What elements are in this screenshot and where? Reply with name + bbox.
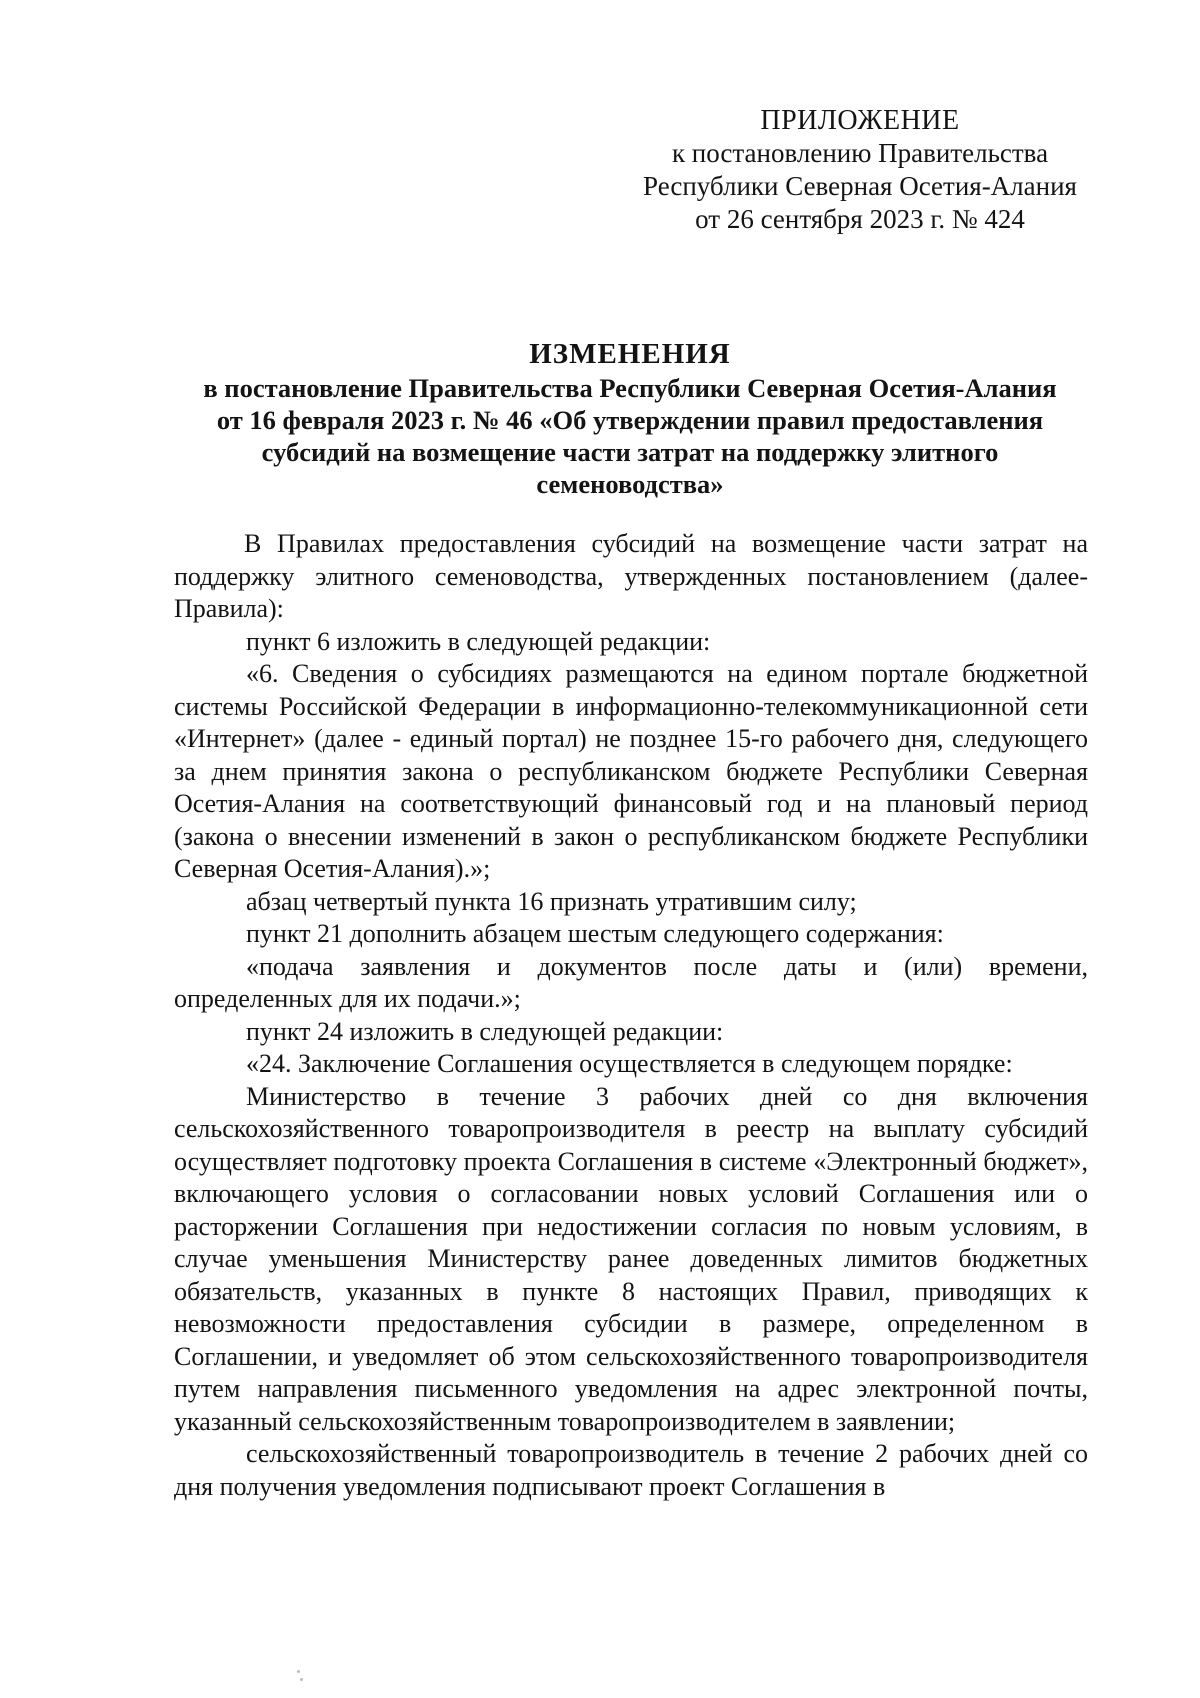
body-paragraph: «подача заявления и документов после даты и (или) времени, определенных для их подачи.»; — [174, 951, 1088, 1013]
appendix-line: к постановлению Правительства — [671, 138, 1049, 168]
body-paragraph: «24. Заключение Соглашения осуществляется в следующем порядке: — [246, 1049, 1013, 1078]
body-paragraph: Министерство в течение 3 рабочих дней со дня включения сельскохозяйственного товаропроизводителя в реестр на выплату субсидий осуществляет подготовку проекта Соглашения в системе «Электронный бюджет», включающего условия о согласовании новых условий Соглашения или о расторжении Соглашения при недостижении согласия по новым условиям, в случае уменьшения Министерству ранее доведенных лимитов бюджетных обязательств, указанных в пункте 8 настоящих Правил, приводящих к невозможности предоставления субсидии в размере, определенном в Соглашении, и уведомляет об этом сельскохозяйственного товаропроизводителя путем направления письменного уведомления на адрес электронной почты, указанный сельскохозяйственным товаропроизводителем в заявлении; — [174, 1081, 1088, 1436]
appendix-block — [620, 104, 1100, 236]
body-paragraph: «6. Сведения о субсидиях размещаются на едином портале бюджетной системы Российской Федерации в информационно-телекоммуникационной сети «Интернет» (далее - единый портал) не позднее 15-го рабочего дня, следующего за днем принятия закона о республиканском бюджете Республики Северная Осетия-Алания на соответствующий финансовый год и на плановый период (закона о внесении изменений в закон о республиканском бюджете Республики Северная Осетия-Алания).»; — [174, 659, 1088, 883]
body-paragraph: пункт 21 дополнить абзацем шестым следующего содержания: — [246, 919, 944, 948]
body-paragraph: пункт 6 изложить в следующей редакции: — [246, 626, 711, 656]
appendix-line: от 26 сентября 2023 г. № 424 — [695, 204, 1025, 234]
document-heading — [150, 336, 1110, 500]
scan-speck — [300, 1678, 303, 1681]
appendix-line: Республики Северная Осетия-Алания — [643, 171, 1077, 201]
document-subtitle-line: субсидий на возмещение части затрат на поддержку элитного — [261, 437, 999, 467]
scan-speck — [297, 1670, 300, 1673]
document-subtitle-line: от 16 февраля 2023 г. № 46 «Об утверждении правил предоставления — [216, 405, 1044, 435]
body-paragraph: В Правилах предоставления субсидий на возмещение части затрат на поддержку элитного семеноводства, утвержденных постановлением (далее-Правила): — [174, 529, 1088, 623]
document-body — [174, 528, 1088, 1503]
body-paragraph: пункт 24 изложить в следующей редакции: — [246, 1016, 724, 1046]
appendix-title: ПРИЛОЖЕНИЕ — [760, 105, 960, 136]
body-paragraph: сельскохозяйственный товаропроизводитель в течение 2 рабочих дней со дня получения уведомления подписывают проект Соглашения в — [174, 1439, 1088, 1501]
document-subtitle-line: в постановление Правительства Республики Северная Осетия-Алания — [203, 373, 1057, 403]
body-paragraph: абзац четвертый пункта 16 признать утратившим силу; — [246, 886, 857, 916]
document-title: ИЗМЕНЕНИЯ — [529, 338, 731, 370]
document-subtitle-line: семеноводства» — [536, 469, 724, 499]
